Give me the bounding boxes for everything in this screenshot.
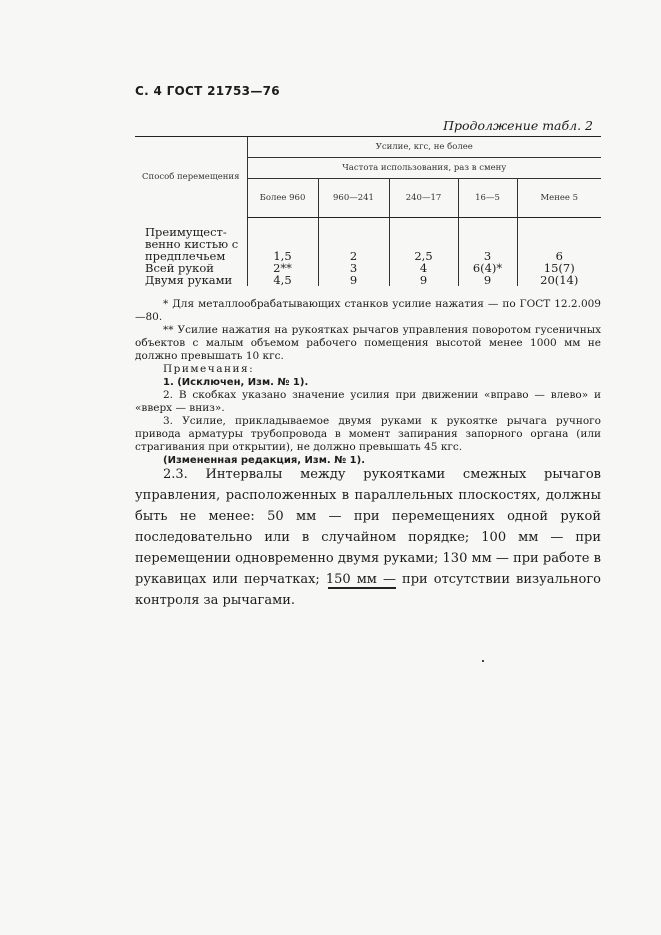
row-label: предплечьем [145, 249, 226, 263]
row-label: Всей рукой [145, 261, 214, 275]
row-label: венно кистью с [145, 237, 239, 251]
freq-col-header: Более 960 [247, 179, 318, 218]
paragraph-2-3: 2.3. Интервалы между рукоятками смежных рычагов управления, расположенных в параллельных плоскостях, должны быть не менее: 50 мм — при перемещениях одной рукой последовательно или в случайном порядке; 100 мм — при перемещении одновременно двумя руками; 130 мм — при работе в рукавицах или перчатках; 150 мм — при отсутствии визуального контроля за рычагами. [135, 467, 601, 608]
table-cell: 6 [517, 250, 601, 262]
freq-col-header: Менее 5 [517, 179, 601, 218]
force-column-header: Усилие, кгс, не более [247, 137, 601, 158]
table-cell: 9 [389, 274, 458, 286]
notes-title: Примечания: [163, 363, 255, 375]
table-cell: 4 [389, 262, 458, 274]
table-cell: 9 [458, 274, 517, 286]
table-cell: 3 [458, 250, 517, 262]
table-cell: 15(7) [517, 262, 601, 274]
table-row [135, 274, 601, 286]
frequency-column-header: Частота использования, раз в смену [247, 158, 601, 179]
note-3: 3. Усилие, прикладываемое двумя руками к рукоятке рычага ручного привода арматуры трубопровода в момент запирания запорного органа (или страгивания при открытии), не должно превышать 45 кгс. [135, 415, 601, 453]
page-header: С. 4 ГОСТ 21753—76 [135, 84, 280, 98]
table-cell: 6(4)* [458, 262, 517, 274]
table-footnotes [135, 298, 601, 467]
force-table [135, 136, 601, 286]
freq-col-header: 960—241 [318, 179, 389, 218]
footnote-1: * Для металлообрабатывающих станков усилие нажатия — по ГОСТ 12.2.009—80. [135, 298, 601, 323]
table-cell: 2,5 [389, 250, 458, 262]
note-1: 1. (Исключен, Изм. № 1). [163, 377, 309, 388]
note-2: 2. В скобках указано значение усилия при движении «вправо — влево» и «вверх — вниз». [135, 389, 601, 414]
table-cell: 2 [318, 250, 389, 262]
end-rule [328, 587, 396, 589]
scan-speck [482, 660, 484, 662]
method-column-header: Способ перемещения [135, 137, 247, 218]
table-cell: 9 [318, 274, 389, 286]
freq-col-header: 240—17 [389, 179, 458, 218]
row-label: Преимущест- [145, 225, 227, 239]
table-cell: 2** [247, 262, 318, 274]
row-label: Двумя руками [145, 273, 233, 287]
table-cell: 20(14) [517, 274, 601, 286]
freq-col-header: 16—5 [458, 179, 517, 218]
table-cell: 4,5 [247, 274, 318, 286]
table-continuation-label: Продолжение табл. 2 [443, 118, 593, 133]
footnote-2: ** Усилие нажатия на рукоятках рычагов управления поворотом гусеничных объектов с малым объемом рабочего помещения высотой менее 1000 мм не должно превышать 10 кгс. [135, 324, 601, 362]
table-cell: 3 [318, 262, 389, 274]
edit-note: (Измененная редакция, Изм. № 1). [163, 455, 366, 466]
table-cell: 1,5 [247, 250, 318, 262]
